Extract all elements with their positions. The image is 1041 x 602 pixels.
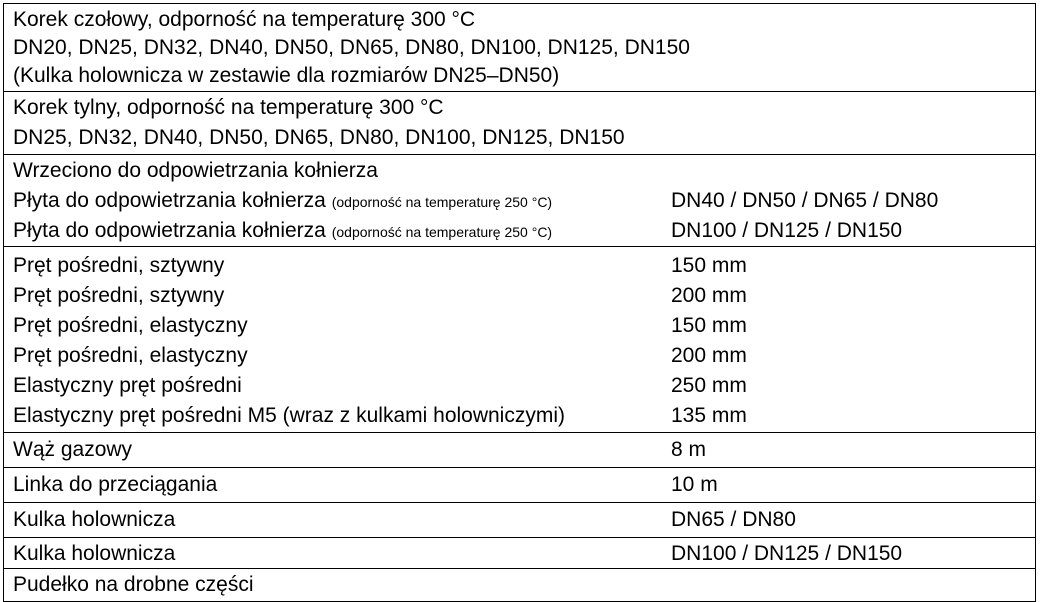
table-line <box>13 470 1035 500</box>
item-name: Płyta do odpowietrzania kołnierza <box>13 219 326 242</box>
item-label: Kulka holownicza <box>13 542 176 565</box>
table-line <box>13 156 1035 186</box>
small-parts-box-group <box>4 568 1035 601</box>
item-label: Pręt pośredni, elastyczny <box>13 344 248 367</box>
item-value: 150 mm <box>671 254 747 277</box>
rear-plug-group <box>4 91 1035 154</box>
table-line <box>13 6 1035 34</box>
table-line <box>13 62 1035 90</box>
item-label: Korek tylny, odporność na temperaturę 300 °C <box>13 96 444 119</box>
table-line <box>13 186 1035 216</box>
table-line <box>13 401 1035 431</box>
item-label <box>13 216 552 247</box>
front-plug-group <box>4 4 1035 91</box>
table-line <box>13 251 1035 281</box>
item-sizes: DN25, DN32, DN40, DN50, DN65, DN80, DN100, DN125, DN150 <box>13 126 625 149</box>
table-line <box>13 505 1035 535</box>
table-line <box>13 34 1035 62</box>
flange-venting-group <box>4 154 1035 246</box>
item-label: Elastyczny pręt pośredni M5 (wraz z kulkami holowniczymi) <box>13 404 565 427</box>
item-label: Linka do przeciągania <box>13 473 218 496</box>
tow-ball-large-group <box>4 537 1035 568</box>
item-note: (odporność na temperaturę 250 °C) <box>331 194 553 210</box>
item-remark: (Kulka holownicza w zestawie dla rozmiarów DN25–DN50) <box>13 64 560 87</box>
item-label <box>13 186 552 217</box>
item-value: 8 m <box>671 438 707 461</box>
item-label: Kulka holownicza <box>13 508 176 531</box>
table-line <box>13 123 1035 153</box>
pull-cord-group <box>4 467 1035 502</box>
table-line <box>13 435 1035 465</box>
item-label: Elastyczny pręt pośredni <box>13 374 242 397</box>
table-line <box>13 311 1035 341</box>
item-label: Wrzeciono do odpowietrzania kołnierza <box>13 159 378 182</box>
gas-hose-group <box>4 432 1035 467</box>
item-value: DN100 / DN125 / DN150 <box>671 219 903 242</box>
intermediate-rod-group <box>4 246 1035 432</box>
item-name: Płyta do odpowietrzania kołnierza <box>13 189 326 212</box>
item-value: 135 mm <box>671 404 747 427</box>
item-label: Pudełko na drobne części <box>13 573 254 596</box>
table-line <box>13 93 1035 123</box>
item-value: DN100 / DN125 / DN150 <box>671 542 903 565</box>
table-line <box>13 281 1035 311</box>
item-value: 200 mm <box>671 344 747 367</box>
item-label: Pręt pośredni, elastyczny <box>13 314 248 337</box>
table-line <box>13 539 1035 569</box>
item-sizes: DN20, DN25, DN32, DN40, DN50, DN65, DN80, DN100, DN125, DN150 <box>13 36 690 59</box>
item-label: Korek czołowy, odporność na temperaturę 300 °C <box>13 8 476 31</box>
table-line <box>13 341 1035 371</box>
item-label: Pręt pośredni, sztywny <box>13 254 225 277</box>
item-value: DN65 / DN80 <box>671 508 796 531</box>
table-line <box>13 371 1035 401</box>
item-value: 150 mm <box>671 314 747 337</box>
item-value: 250 mm <box>671 374 747 397</box>
item-label: Pręt pośredni, sztywny <box>13 284 225 307</box>
item-note: (odporność na temperaturę 250 °C) <box>331 224 553 240</box>
item-label: Wąż gazowy <box>13 438 133 461</box>
item-value: DN40 / DN50 / DN65 / DN80 <box>671 189 939 212</box>
tow-ball-group <box>4 502 1035 537</box>
item-value: 10 m <box>671 473 718 496</box>
table-line <box>13 216 1035 246</box>
parts-list-table <box>3 3 1036 602</box>
item-value: 200 mm <box>671 284 747 307</box>
table-line <box>13 570 1035 600</box>
